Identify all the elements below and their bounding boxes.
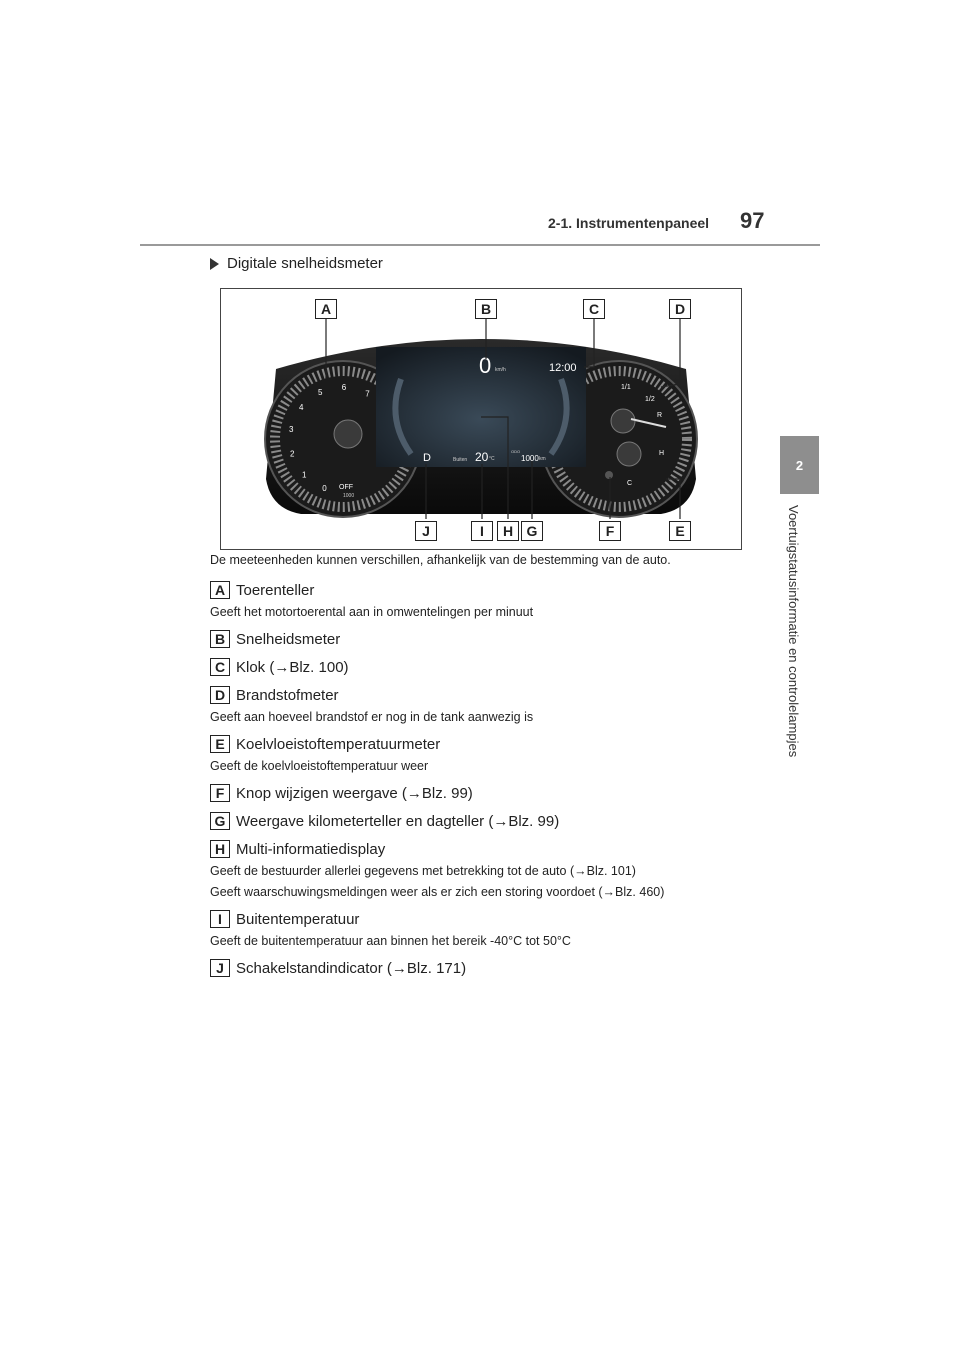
legend-row	[210, 576, 770, 604]
legend-list	[210, 576, 770, 982]
legend-item-e	[210, 730, 770, 775]
fuel-knob	[611, 409, 635, 433]
figure-label-b: B	[475, 299, 497, 319]
clock-value: 12:00	[549, 362, 577, 374]
legend-label: Schakelstandindicator (→Blz. 171)	[236, 959, 467, 977]
header-rule	[140, 244, 820, 246]
legend-letter: H	[210, 840, 230, 858]
speed-value: 0	[479, 353, 492, 378]
legend-letter: F	[210, 784, 230, 802]
speed-unit: km/h	[495, 367, 506, 373]
legend-letter: J	[210, 959, 230, 977]
cluster-illustration	[221, 289, 741, 549]
figure-label-f: F	[599, 521, 621, 541]
legend-row	[210, 779, 770, 807]
figure-caption: De meeteenheden kunnen verschillen, afhankelijk van de bestemming van de auto.	[210, 553, 671, 567]
page-number: 97	[740, 208, 765, 233]
legend-row	[210, 625, 770, 653]
legend-label: Knop wijzigen weergave (→Blz. 99)	[236, 784, 473, 802]
legend-label: Brandstofmeter	[236, 686, 339, 704]
figure-label-h: H	[497, 521, 519, 541]
display-change-button	[605, 471, 613, 479]
tach-number: 4	[299, 403, 304, 412]
legend-label: Weergave kilometerteller en dagteller (→Blz. 99)	[236, 812, 560, 830]
tach-off-label: OFF	[339, 484, 353, 491]
tach-number: 2	[290, 449, 295, 459]
legend-description: Geeft de koelvloeistoftemperatuur weer	[210, 759, 429, 773]
legend-item-j	[210, 954, 770, 982]
legend-letter: I	[210, 910, 230, 928]
legend-label: Snelheidsmeter	[236, 630, 341, 648]
fuel-full-label: 1/1	[621, 384, 631, 391]
legend-label: Koelvloeistoftemperatuurmeter	[236, 735, 441, 753]
temp-knob	[617, 442, 641, 466]
legend-label: Buitentemperatuur	[236, 910, 360, 928]
legend-row	[210, 807, 770, 835]
figure-label-c: C	[583, 299, 605, 319]
section-subtitle	[210, 255, 383, 272]
triangle-bullet-icon	[210, 258, 219, 270]
outside-label: Buiten	[453, 457, 468, 463]
figure-label-j: J	[415, 521, 437, 541]
figure-label-g: G	[521, 521, 543, 541]
subtitle-text: Digitale snelheidsmeter	[227, 255, 383, 272]
legend-letter: D	[210, 686, 230, 704]
figure-label-a: A	[315, 299, 337, 319]
legend-item-h	[210, 835, 770, 901]
legend-row	[210, 905, 770, 933]
legend-item-i	[210, 905, 770, 950]
temp-hot-label: H	[659, 450, 665, 457]
legend-label: Klok (→Blz. 100)	[236, 658, 349, 676]
section-header: 2-1. Instrumentenpaneel	[548, 215, 710, 231]
legend-row	[210, 730, 770, 758]
reserve-label: R	[657, 412, 663, 419]
tach-off-value: 1000	[343, 493, 355, 499]
tach-number: 3	[289, 425, 294, 435]
tach-number: 0	[322, 483, 327, 493]
figure-label-i: I	[471, 521, 493, 541]
odo-value: 1000	[521, 454, 539, 463]
legend-letter: C	[210, 658, 230, 676]
legend-row	[210, 835, 770, 863]
legend-description: Geeft het motortoerental aan in omwentelingen per minuut	[210, 605, 534, 619]
legend-description: Geeft aan hoeveel brandstof er nog in de tank aanwezig is	[210, 710, 534, 724]
legend-row	[210, 954, 770, 982]
legend-item-a	[210, 576, 770, 621]
legend-description: Geeft waarschuwingsmeldingen weer als er zich een storing voordoet (→Blz. 460)	[210, 885, 665, 899]
chapter-tab: 2	[780, 436, 819, 494]
gear-indicator: D	[423, 452, 431, 464]
legend-row	[210, 681, 770, 709]
tach-number: 6	[341, 383, 347, 392]
legend-item-g	[210, 807, 770, 835]
tachometer-hub	[334, 420, 362, 448]
legend-label: Multi-informatiedisplay	[236, 840, 386, 858]
legend-row	[210, 653, 770, 681]
legend-item-b	[210, 625, 770, 653]
tach-number: 5	[318, 387, 323, 397]
odo-unit: km	[539, 456, 546, 462]
figure-label-e: E	[669, 521, 691, 541]
legend-description: Geeft de bestuurder allerlei gegevens met betrekking tot de auto (→Blz. 101)	[210, 864, 636, 878]
legend-item-c	[210, 653, 770, 681]
legend-letter: G	[210, 812, 230, 830]
legend-item-f	[210, 779, 770, 807]
figure-label-d: D	[669, 299, 691, 319]
legend-letter: A	[210, 581, 230, 599]
temp-cold-label: C	[627, 480, 633, 487]
legend-letter: E	[210, 735, 230, 753]
tach-number: 7	[365, 389, 370, 399]
odo-prefix: ODO	[511, 449, 521, 454]
legend-letter: B	[210, 630, 230, 648]
outside-temp: 20	[475, 450, 489, 464]
legend-item-d	[210, 681, 770, 726]
fuel-half-label: 1/2	[645, 396, 655, 403]
legend-label: Toerenteller	[236, 581, 315, 599]
chapter-title: Voertuigstatusinformatie en controlelampjes	[786, 505, 801, 758]
legend-description: Geeft de buitentemperatuur aan binnen het bereik -40°C tot 50°C	[210, 934, 571, 948]
instrument-cluster-figure	[220, 288, 742, 550]
tach-number: 1	[302, 470, 307, 480]
outside-temp-unit: °C	[489, 456, 495, 462]
